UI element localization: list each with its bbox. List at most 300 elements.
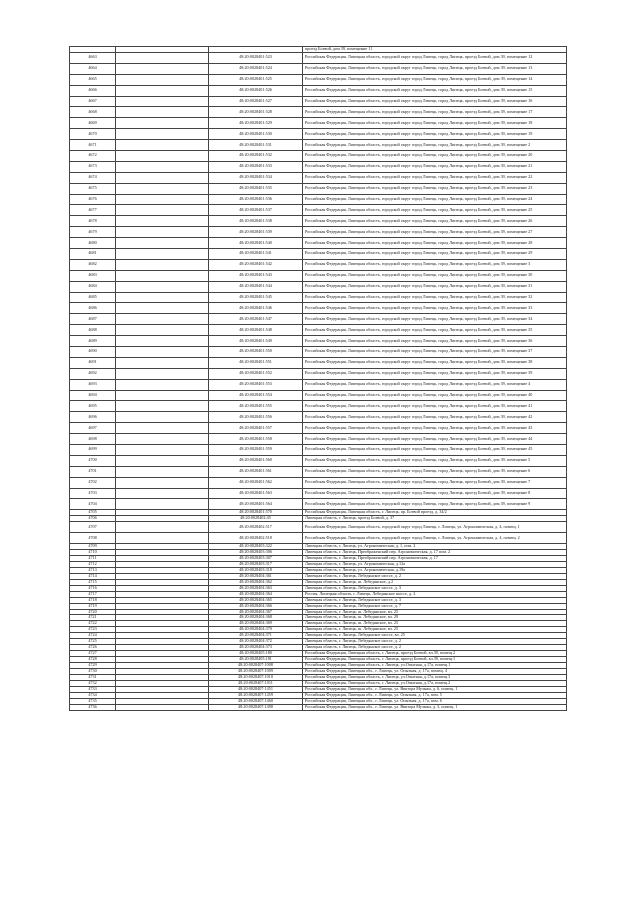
- cadastral-number: 48:20:0028405:181: [209, 657, 303, 663]
- address-cell: Липецкая область, г. Липецк, Лебедянское шоссе, д. 3: [303, 585, 567, 591]
- cadastral-number: 48:20:0028403:306: [209, 550, 303, 556]
- cadastral-number: 48:20:0028401:552: [209, 368, 303, 379]
- cadastral-number: 48:20:0028407:1459: [209, 692, 303, 698]
- address-cell: Российская Федерация, Липецкая область, городской округ город Липецк, город Липецк, проезд Боевой, дом 39, помещение 29: [303, 248, 567, 259]
- table-row: [70, 238, 567, 249]
- cadastral-number: 48:20:0028401:550: [209, 347, 303, 358]
- cadastral-number: 48:20:0028404:371: [209, 633, 303, 639]
- table-row: [70, 314, 567, 325]
- address-cell: Российская Федерация, Липецкая обл., г. Липецк, ул. Опытная, д. 17а, пом. 5: [303, 692, 567, 698]
- address-cell: Российская Федерация, Липецкая область, городской округ город Липецк, город Липецк, проезд Боевой, дом 39, помещение 39: [303, 368, 567, 379]
- empty-cell: [116, 401, 209, 412]
- cadastral-number: 48:20:0028401:548: [209, 325, 303, 336]
- empty-cell: [116, 216, 209, 227]
- empty-cell: [116, 325, 209, 336]
- address-cell: Липецкая область, г. Липецк, ул. Агрономическая, д.19а: [303, 567, 567, 573]
- table-row: [70, 336, 567, 347]
- cadastral-number: 48:20:0028401:537: [209, 205, 303, 216]
- empty-cell: [116, 63, 209, 74]
- row-number: 4683: [70, 270, 116, 281]
- table-row: [70, 357, 567, 368]
- cadastral-number: 48:20:0028404:364: [209, 591, 303, 597]
- address-cell: Российская Федерация, Липецкая область, городской округ город Липецк, город Липецк, проезд Боевой, дом 39, помещение 42: [303, 412, 567, 423]
- row-number: 4666: [70, 85, 116, 96]
- row-number: 4715: [70, 579, 116, 585]
- cadastral-number: 48:20:0028401:546: [209, 303, 303, 314]
- table-row: [70, 52, 567, 63]
- address-cell: Липецкая область, г. Липецк, ул. Агрономическая, д.12а: [303, 561, 567, 567]
- empty-cell: [116, 390, 209, 401]
- empty-cell: [116, 477, 209, 488]
- table-row: [70, 281, 567, 292]
- cadastral-number: 48:20:0028401:526: [209, 85, 303, 96]
- cadastral-number: 48:20:0028403:318: [209, 567, 303, 573]
- cadastral-number: 48:20:0028401:560: [209, 455, 303, 466]
- empty-cell: [116, 522, 209, 533]
- address-cell: Российская Федерация, Липецкая область, городской округ город Липецк, город Липецк, проезд Боевой, дом 39, помещение 21: [303, 161, 567, 172]
- address-cell: Российская Федерация, Липецкая область, г. Липецк, пр. Боевой проезд, д. 34/2: [303, 510, 567, 516]
- table-row: [70, 248, 567, 259]
- empty-cell: [116, 499, 209, 510]
- table-row: [70, 522, 567, 533]
- cadastral-number: 48:20:0028401:528: [209, 107, 303, 118]
- table-row: [70, 172, 567, 183]
- table-row: [70, 434, 567, 445]
- row-number: 4693: [70, 379, 116, 390]
- row-number: 4695: [70, 401, 116, 412]
- address-cell: Российская Федерация, Липецкая область, г. Липецк, проезд Боевой, вл.39, помещ.1: [303, 657, 567, 663]
- table-row: [70, 140, 567, 151]
- cadastral-number: 48:20:0028407:1498: [209, 704, 303, 710]
- table-row: [70, 183, 567, 194]
- empty-cell: [116, 434, 209, 445]
- cadastral-number: 48:20:0028401:529: [209, 118, 303, 129]
- cadastral-number: 48:20:0028401:530: [209, 129, 303, 140]
- row-number: 4689: [70, 336, 116, 347]
- empty-cell: [116, 74, 209, 85]
- row-number: 4719: [70, 603, 116, 609]
- property-table: [69, 46, 567, 711]
- cadastral-number: 48:20:0028401:549: [209, 336, 303, 347]
- table-row: [70, 259, 567, 270]
- address-cell: Российская Федерация, Липецкая область, городской округ город Липецк, город Липецк, проезд Боевой, дом 39, помещение 41: [303, 401, 567, 412]
- cadastral-number: 48:20:0028403:307: [209, 555, 303, 561]
- empty-cell: [116, 704, 209, 710]
- row-number: 4679: [70, 227, 116, 238]
- row-number: 4680: [70, 238, 116, 249]
- row-number: 4706: [70, 516, 116, 522]
- cadastral-number: 48:20:0028401:559: [209, 445, 303, 456]
- empty-cell: [116, 357, 209, 368]
- empty-cell: [116, 259, 209, 270]
- row-number: 4674: [70, 172, 116, 183]
- address-cell: проезд Боевой, дом 39, помещение 11: [303, 47, 567, 53]
- empty-cell: [116, 281, 209, 292]
- row-number: 4665: [70, 74, 116, 85]
- table-row: [70, 445, 567, 456]
- cadastral-number: 48:20:0028407:1451: [209, 686, 303, 692]
- table-row: [70, 368, 567, 379]
- empty-cell: [116, 488, 209, 499]
- row-number: 4725: [70, 639, 116, 645]
- address-cell: Липецкая область, г. Липецк, ш. Лебедянское, вл. 25: [303, 621, 567, 627]
- cadastral-number: 48:20:0028401:540: [209, 238, 303, 249]
- table-row: [70, 477, 567, 488]
- row-number: 4714: [70, 573, 116, 579]
- row-number: 4685: [70, 292, 116, 303]
- table-row: [70, 704, 567, 710]
- row-number: 4728: [70, 657, 116, 663]
- row-number: 4671: [70, 140, 116, 151]
- row-number: 4726: [70, 645, 116, 651]
- cadastral-number: 48:20:0028401:535: [209, 183, 303, 194]
- row-number: 4694: [70, 390, 116, 401]
- empty-cell: [116, 150, 209, 161]
- cadastral-number: 48:20:0028402:45: [209, 516, 303, 522]
- cadastral-number: 48:20:0028401:564: [209, 499, 303, 510]
- address-cell: Российская Федерация, Липецкая область, городской округ город Липецк, город Липецк, проезд Боевой, дом 39, помещение 4: [303, 379, 567, 390]
- table-row: [70, 303, 567, 314]
- address-cell: Российская Федерация, Липецкая область, городской округ город Липецк, город Липецк, проезд Боевой, дом 39, помещение 22: [303, 172, 567, 183]
- cadastral-number: 48:20:0028403:322: [209, 544, 303, 550]
- cadastral-number: 48:20:0028404:365: [209, 597, 303, 603]
- cadastral-number: 48:20:0028404:367: [209, 609, 303, 615]
- table-row: [70, 270, 567, 281]
- row-number: 4716: [70, 585, 116, 591]
- cadastral-number: 48:20:0028401:554: [209, 390, 303, 401]
- address-cell: Липецкая область, г. Липецк, ш. Лебедянское, вл. 25: [303, 627, 567, 633]
- address-cell: Российская Федерация, Липецкая область, городской округ город Липецк, город Липецк, проезд Боевой, дом 39, помещение 20: [303, 150, 567, 161]
- address-cell: Российская Федерация, Липецкая область, г. Липецк, ул.Опытная, д.17а, помещ.3: [303, 675, 567, 681]
- cadastral-number: 48:20:0028401:536: [209, 194, 303, 205]
- table-row: [70, 85, 567, 96]
- empty-cell: [116, 270, 209, 281]
- table-row: [70, 63, 567, 74]
- row-number: 4723: [70, 627, 116, 633]
- empty-cell: [116, 368, 209, 379]
- address-cell: Российская Федерация, Липецкая область, городской округ город Липецк, город Липецк, проезд Боевой, дом 39, помещение 23: [303, 183, 567, 194]
- cadastral-number: 48:20:0028407:1460: [209, 698, 303, 704]
- cadastral-number: 48:20:0028404:368: [209, 615, 303, 621]
- address-cell: Российская Федерация, Липецкая область, г. Липецк, ул.Опытная, д.17а, помещ.1: [303, 663, 567, 669]
- address-cell: Липецкая область, г. Липецк, ш. Лебедянское, вл. 25: [303, 609, 567, 615]
- row-number: 4675: [70, 183, 116, 194]
- address-cell: Российская Федерация, Липецкая область, городской округ город Липецк, город Липецк, проезд Боевой, дом 39, помещение 31: [303, 281, 567, 292]
- table-row: [70, 150, 567, 161]
- row-number: 4664: [70, 63, 116, 74]
- cadastral-number: 48:20:0028401:555: [209, 401, 303, 412]
- cadastral-number: 48:20:0028401:523: [209, 52, 303, 63]
- cadastral-number: 48:20:0028404:372: [209, 639, 303, 645]
- address-cell: Липецкая область, г. Липецк, проезд Боевой, д. 37: [303, 516, 567, 522]
- row-number: 4727: [70, 651, 116, 657]
- address-cell: Российская Федерация, Липецкая область, городской округ город Липецк, город Липецк, проезд Боевой, дом 39, помещение 18: [303, 118, 567, 129]
- address-cell: Российская Федерация, Липецкая область, городской округ город Липецк, город Липецк, проезд Боевой, дом 39, помещение 9: [303, 499, 567, 510]
- address-cell: Липецкая область, г. Липецк, Преображенский пер. Агрономическая, д. 17: [303, 555, 567, 561]
- table-row: [70, 96, 567, 107]
- row-number: 4729: [70, 663, 116, 669]
- row-number: 4698: [70, 434, 116, 445]
- cadastral-number: 48:20:0028404:370: [209, 627, 303, 633]
- cadastral-number: 48:20:0028404:363: [209, 585, 303, 591]
- cadastral-number: 48:20:0028401:527: [209, 96, 303, 107]
- table-row: [70, 347, 567, 358]
- table-row: [70, 423, 567, 434]
- cadastral-number: 48:20:0028401:542: [209, 259, 303, 270]
- address-cell: Российская Федерация, Липецкая область, городской округ город Липецк, город Липецк, проезд Боевой, дом 39, помещение 19: [303, 129, 567, 140]
- row-number: 4733: [70, 686, 116, 692]
- row-number: 4722: [70, 621, 116, 627]
- empty-cell: [116, 336, 209, 347]
- table-row: [70, 401, 567, 412]
- table-row: [70, 533, 567, 544]
- table-row: [70, 379, 567, 390]
- address-cell: Липецкая область, г. Липецк, ш. Лебедянское, вл. 29: [303, 615, 567, 621]
- cadastral-number: 48:20:0028401:563: [209, 488, 303, 499]
- address-cell: Российская Федерация, Липецкая область, городской округ город Липецк, город Липецк, проезд Боевой, дом 39, помещение 26: [303, 216, 567, 227]
- address-cell: Липецкая область, г. Липецк, Лебедянское шоссе, д. 2: [303, 639, 567, 645]
- row-number: 4734: [70, 692, 116, 698]
- table-row: [70, 161, 567, 172]
- address-cell: Российская Федерация, Липецкая область, городской округ город Липецк, город Липецк, проезд Боевой, дом 39, помещение 8: [303, 488, 567, 499]
- address-cell: Россия, Липецкая область, г. Липецк, Лебедянское шоссе, д. 2: [303, 591, 567, 597]
- empty-cell: [116, 52, 209, 63]
- cadastral-number: 48:20:0028401:539: [209, 227, 303, 238]
- row-number: 4731: [70, 675, 116, 681]
- cadastral-number: 48:20:0028407:1009: [209, 669, 303, 675]
- cadastral-number: 48:20:0028401:538: [209, 216, 303, 227]
- row-number: 4692: [70, 368, 116, 379]
- table-row: [70, 194, 567, 205]
- address-cell: Российская Федерация, Липецкая обл., г. Липецк, ул. Виктора Музыки, д. 3, помещ. 1: [303, 704, 567, 710]
- cadastral-number: 48:20:0028404:373: [209, 645, 303, 651]
- row-number: 4704: [70, 499, 116, 510]
- empty-cell: [116, 292, 209, 303]
- row-number: 4682: [70, 259, 116, 270]
- cadastral-number: 48:20:0028404:362: [209, 579, 303, 585]
- address-cell: Российская Федерация, Липецкая область, городской округ город Липецк, город Липецк, проезд Боевой, дом 39, помещение 17: [303, 107, 567, 118]
- table-row: [70, 488, 567, 499]
- cadastral-number: 48:20:0028401:558: [209, 434, 303, 445]
- empty-cell: [116, 194, 209, 205]
- row-number: 4736: [70, 704, 116, 710]
- cadastral-number: 48:20:0028402:517: [209, 522, 303, 533]
- table-row: [70, 455, 567, 466]
- address-cell: Российская Федерация, Липецкая область, городской округ город Липецк, город Липецк, проезд Боевой, дом 39, помещение 30: [303, 270, 567, 281]
- row-number: 4720: [70, 609, 116, 615]
- empty-cell: [116, 227, 209, 238]
- address-cell: Российская Федерация, Липецкая область, городской округ город Липецк, город Липецк, проезд Боевой, дом 39, помещение 6: [303, 466, 567, 477]
- address-cell: Российская Федерация, Липецкая область, городской округ город Липецк, город Липецк, проезд Боевой, дом 39, помещение 45: [303, 445, 567, 456]
- empty-cell: [116, 140, 209, 151]
- row-number: 4713: [70, 567, 116, 573]
- cadastral-number: 48:20:0028407:1010: [209, 675, 303, 681]
- table-row: [70, 499, 567, 510]
- empty-cell: [116, 379, 209, 390]
- row-number: 4702: [70, 477, 116, 488]
- address-cell: Российская Федерация, Липецкая область, городской округ город Липецк, город Липецк, проезд Боевой, дом 39, помещение 27: [303, 227, 567, 238]
- empty-cell: [116, 347, 209, 358]
- address-cell: Российская Федерация, Липецкая область, городской округ город Липецк, город Липецк, проезд Боевой, дом 39, помещение 28: [303, 238, 567, 249]
- cadastral-number: 48:20:0028407:1008: [209, 663, 303, 669]
- row-number: 4730: [70, 669, 116, 675]
- row-number: 4672: [70, 150, 116, 161]
- row-number: 4718: [70, 597, 116, 603]
- empty-cell: [116, 248, 209, 259]
- row-number: 4663: [70, 52, 116, 63]
- address-cell: Российская Федерация, Липецкая область, городской округ город Липецк, город Липецк, проезд Боевой, дом 39, помещение 43: [303, 423, 567, 434]
- address-cell: Российская Федерация, Липецкая обл., г. Липецк, ул. Опытная, д. 17а, пом. 6: [303, 698, 567, 704]
- row-number: 4700: [70, 455, 116, 466]
- address-cell: Липецкая область, г. Липецк, ш. Лебедянское, д.2: [303, 579, 567, 585]
- empty-cell: [116, 85, 209, 96]
- cadastral-number: 48:20:0028401:553: [209, 379, 303, 390]
- address-cell: Липецкая область, г. Липецк, Преображенский пер. Агрономическая, д. 17 пом. 2: [303, 550, 567, 556]
- cadastral-number: 48:20:0028401:543: [209, 270, 303, 281]
- row-number: 4686: [70, 303, 116, 314]
- row-number: 4668: [70, 107, 116, 118]
- row-number: 4669: [70, 118, 116, 129]
- address-cell: Российская Федерация, Липецкая область, городской округ город Липецк, город Липецк, проезд Боевой, дом 39, помещение 12: [303, 52, 567, 63]
- row-number: 4696: [70, 412, 116, 423]
- address-cell: Липецкая область, г. Липецк, Лебедянское шоссе, д. 2: [303, 645, 567, 651]
- empty-cell: [116, 183, 209, 194]
- cadastral-number: 48:20:0028407:1011: [209, 680, 303, 686]
- row-number: 4699: [70, 445, 116, 456]
- row-number: 4735: [70, 698, 116, 704]
- table-row: [70, 74, 567, 85]
- address-cell: Липецкая область, г. Липецк, Лебедянское шоссе, д. 2: [303, 573, 567, 579]
- address-cell: Российская Федерация, Липецкая область, городской округ город Липецк, город Липецк, проезд Боевой, дом 39, помещение 38: [303, 357, 567, 368]
- table-row: [70, 129, 567, 140]
- address-cell: Российская Федерация, Липецкая область, городской округ город Липецк, город Липецк, проезд Боевой, дом 39, помещение 34: [303, 314, 567, 325]
- row-number: 4708: [70, 533, 116, 544]
- address-cell: Российская Федерация, Липецкая область, городской округ город Липецк, город Липецк, проезд Боевой, дом 39, помещение 40: [303, 390, 567, 401]
- cadastral-number: 48:20:0028403:317: [209, 561, 303, 567]
- cadastral-number: 48:20:0028404:361: [209, 573, 303, 579]
- address-cell: Российская Федерация, Липецкая область, городской округ город Липецк, г. Липецк, ул. Агрономическая, д. 4, помещ. 1: [303, 522, 567, 533]
- row-number: 4681: [70, 248, 116, 259]
- row-number: 4707: [70, 522, 116, 533]
- cadastral-number: 48:20:0028405:180: [209, 651, 303, 657]
- address-cell: Российская Федерация, Липецкая область, городской округ город Липецк, город Липецк, проезд Боевой, дом 39, помещение 36: [303, 336, 567, 347]
- cadastral-number: 48:20:0028401:557: [209, 423, 303, 434]
- row-number: 4703: [70, 488, 116, 499]
- empty-cell: [116, 303, 209, 314]
- address-cell: Российская Федерация, Липецкая область, городской округ город Липецк, город Липецк, проезд Боевой, дом 39, помещение 44: [303, 434, 567, 445]
- address-cell: Российская Федерация, Липецкая область, городской округ город Липецк, город Липецк, проезд Боевой, дом 39, помещение 32: [303, 292, 567, 303]
- empty-cell: [116, 412, 209, 423]
- address-cell: Российская Федерация, Липецкая область, городской округ город Липецк, г. Липецк, ул. Агрономическая, д. 4, помещ. 2: [303, 533, 567, 544]
- address-cell: Липецкая область, г. Липецк, ул. Агрономическая, д. 1, пом. 2: [303, 544, 567, 550]
- address-cell: Российская Федерация, Липецкая область, городской округ город Липецк, город Липецк, проезд Боевой, дом 39, помещение 25: [303, 205, 567, 216]
- cadastral-number: 48:20:0028401:524: [209, 63, 303, 74]
- table-row: [70, 227, 567, 238]
- address-cell: Российская Федерация, Липецкая область, городской округ город Липецк, город Липецк, проезд Боевой, дом 39, помещение 2: [303, 140, 567, 151]
- empty-cell: [116, 96, 209, 107]
- table-row: [70, 390, 567, 401]
- cadastral-number: 48:20:0028401:561: [209, 466, 303, 477]
- address-cell: Липецкая область, г. Липецк, Лебедянское шоссе, д. 7: [303, 603, 567, 609]
- address-cell: Российская Федерация, Липецкая область, городской округ город Липецк, город Липецк, проезд Боевой, дом 39, помещение 16: [303, 96, 567, 107]
- cadastral-number: 48:20:0028401:533: [209, 161, 303, 172]
- row-number: 4667: [70, 96, 116, 107]
- row-number: 4673: [70, 161, 116, 172]
- row-number: 4676: [70, 194, 116, 205]
- row-number: 4717: [70, 591, 116, 597]
- table-row: [70, 205, 567, 216]
- table-row: [70, 292, 567, 303]
- row-number: 4670: [70, 129, 116, 140]
- address-cell: Российская Федерация, Липецкая область, городской округ город Липецк, город Липецк, проезд Боевой, дом 39, помещение 13: [303, 63, 567, 74]
- address-cell: Российская Федерация, Липецкая область, г. Липецк, ул.Опытная, д.17а, помещ.2: [303, 680, 567, 686]
- row-number: 4721: [70, 615, 116, 621]
- empty-cell: [116, 118, 209, 129]
- empty-cell: [116, 533, 209, 544]
- table-body: [70, 47, 567, 711]
- address-cell: Российская Федерация, Липецкая область, городской округ город Липецк, город Липецк, проезд Боевой, дом 39, помещение 35: [303, 325, 567, 336]
- address-cell: Липецкая область, г. Липецк, Лебедянское шоссе, д. 3: [303, 597, 567, 603]
- table-row: [70, 325, 567, 336]
- cadastral-number: 48:20:0028401:544: [209, 281, 303, 292]
- empty-cell: [116, 466, 209, 477]
- row-number: 4732: [70, 680, 116, 686]
- address-cell: Российская Федерация, Липецкая область, городской округ город Липецк, город Липецк, проезд Боевой, дом 39, помещение 24: [303, 194, 567, 205]
- empty-cell: [116, 107, 209, 118]
- cadastral-number: 48:20:0028404:366: [209, 603, 303, 609]
- empty-cell: [116, 172, 209, 183]
- empty-cell: [116, 423, 209, 434]
- empty-cell: [116, 161, 209, 172]
- address-cell: Российская Федерация, Липецкая обл., г. Липецк, ул. Виктора Музыки, д. 6, помещ. 1: [303, 686, 567, 692]
- cadastral-number: 48:20:0028401:562: [209, 477, 303, 488]
- cadastral-number: 48:20:0028401:532: [209, 150, 303, 161]
- cadastral-number: 48:20:0028401:531: [209, 140, 303, 151]
- address-cell: Российская Федерация, Липецкая обл., г. Липецк, ул. Опытная, д. 17а, помещ. 4: [303, 669, 567, 675]
- cadastral-number: 48:20:0028401:570: [209, 510, 303, 516]
- cadastral-number: 48:20:0028404:369: [209, 621, 303, 627]
- address-cell: Российская Федерация, Липецкая область, городской округ город Липецк, город Липецк, проезд Боевой, дом 39, помещение 3: [303, 259, 567, 270]
- address-cell: Российская Федерация, Липецкая область, городской округ город Липецк, город Липецк, проезд Боевой, дом 39, помещение 33: [303, 303, 567, 314]
- empty-cell: [116, 129, 209, 140]
- table-row: [70, 412, 567, 423]
- row-number: 4678: [70, 216, 116, 227]
- address-cell: Российская Федерация, Липецкая область, городской округ город Липецк, город Липецк, проезд Боевой, дом 39, помещение 5: [303, 455, 567, 466]
- empty-cell: [116, 205, 209, 216]
- row-number: 4710: [70, 550, 116, 556]
- table-row: [70, 118, 567, 129]
- row-number: 4677: [70, 205, 116, 216]
- row-number: 4691: [70, 357, 116, 368]
- row-number: 4684: [70, 281, 116, 292]
- empty-cell: [116, 238, 209, 249]
- empty-cell: [116, 314, 209, 325]
- cadastral-number: 48:20:0028401:534: [209, 172, 303, 183]
- row-number: 4724: [70, 633, 116, 639]
- empty-cell: [116, 455, 209, 466]
- table-row: [70, 466, 567, 477]
- table-row: [70, 107, 567, 118]
- row-number: 4709: [70, 544, 116, 550]
- address-cell: Российская Федерация, Липецкая область, городской округ город Липецк, город Липецк, проезд Боевой, дом 39, помещение 37: [303, 347, 567, 358]
- table-row: [70, 216, 567, 227]
- cadastral-number: 48:20:0028401:556: [209, 412, 303, 423]
- row-number: 4687: [70, 314, 116, 325]
- address-cell: Российская Федерация, Липецкая область, г. Липецк, проезд Боевой, вл.39, помещ.2: [303, 651, 567, 657]
- row-number: 4697: [70, 423, 116, 434]
- row-number: 4711: [70, 555, 116, 561]
- cadastral-number: 48:20:0028402:518: [209, 533, 303, 544]
